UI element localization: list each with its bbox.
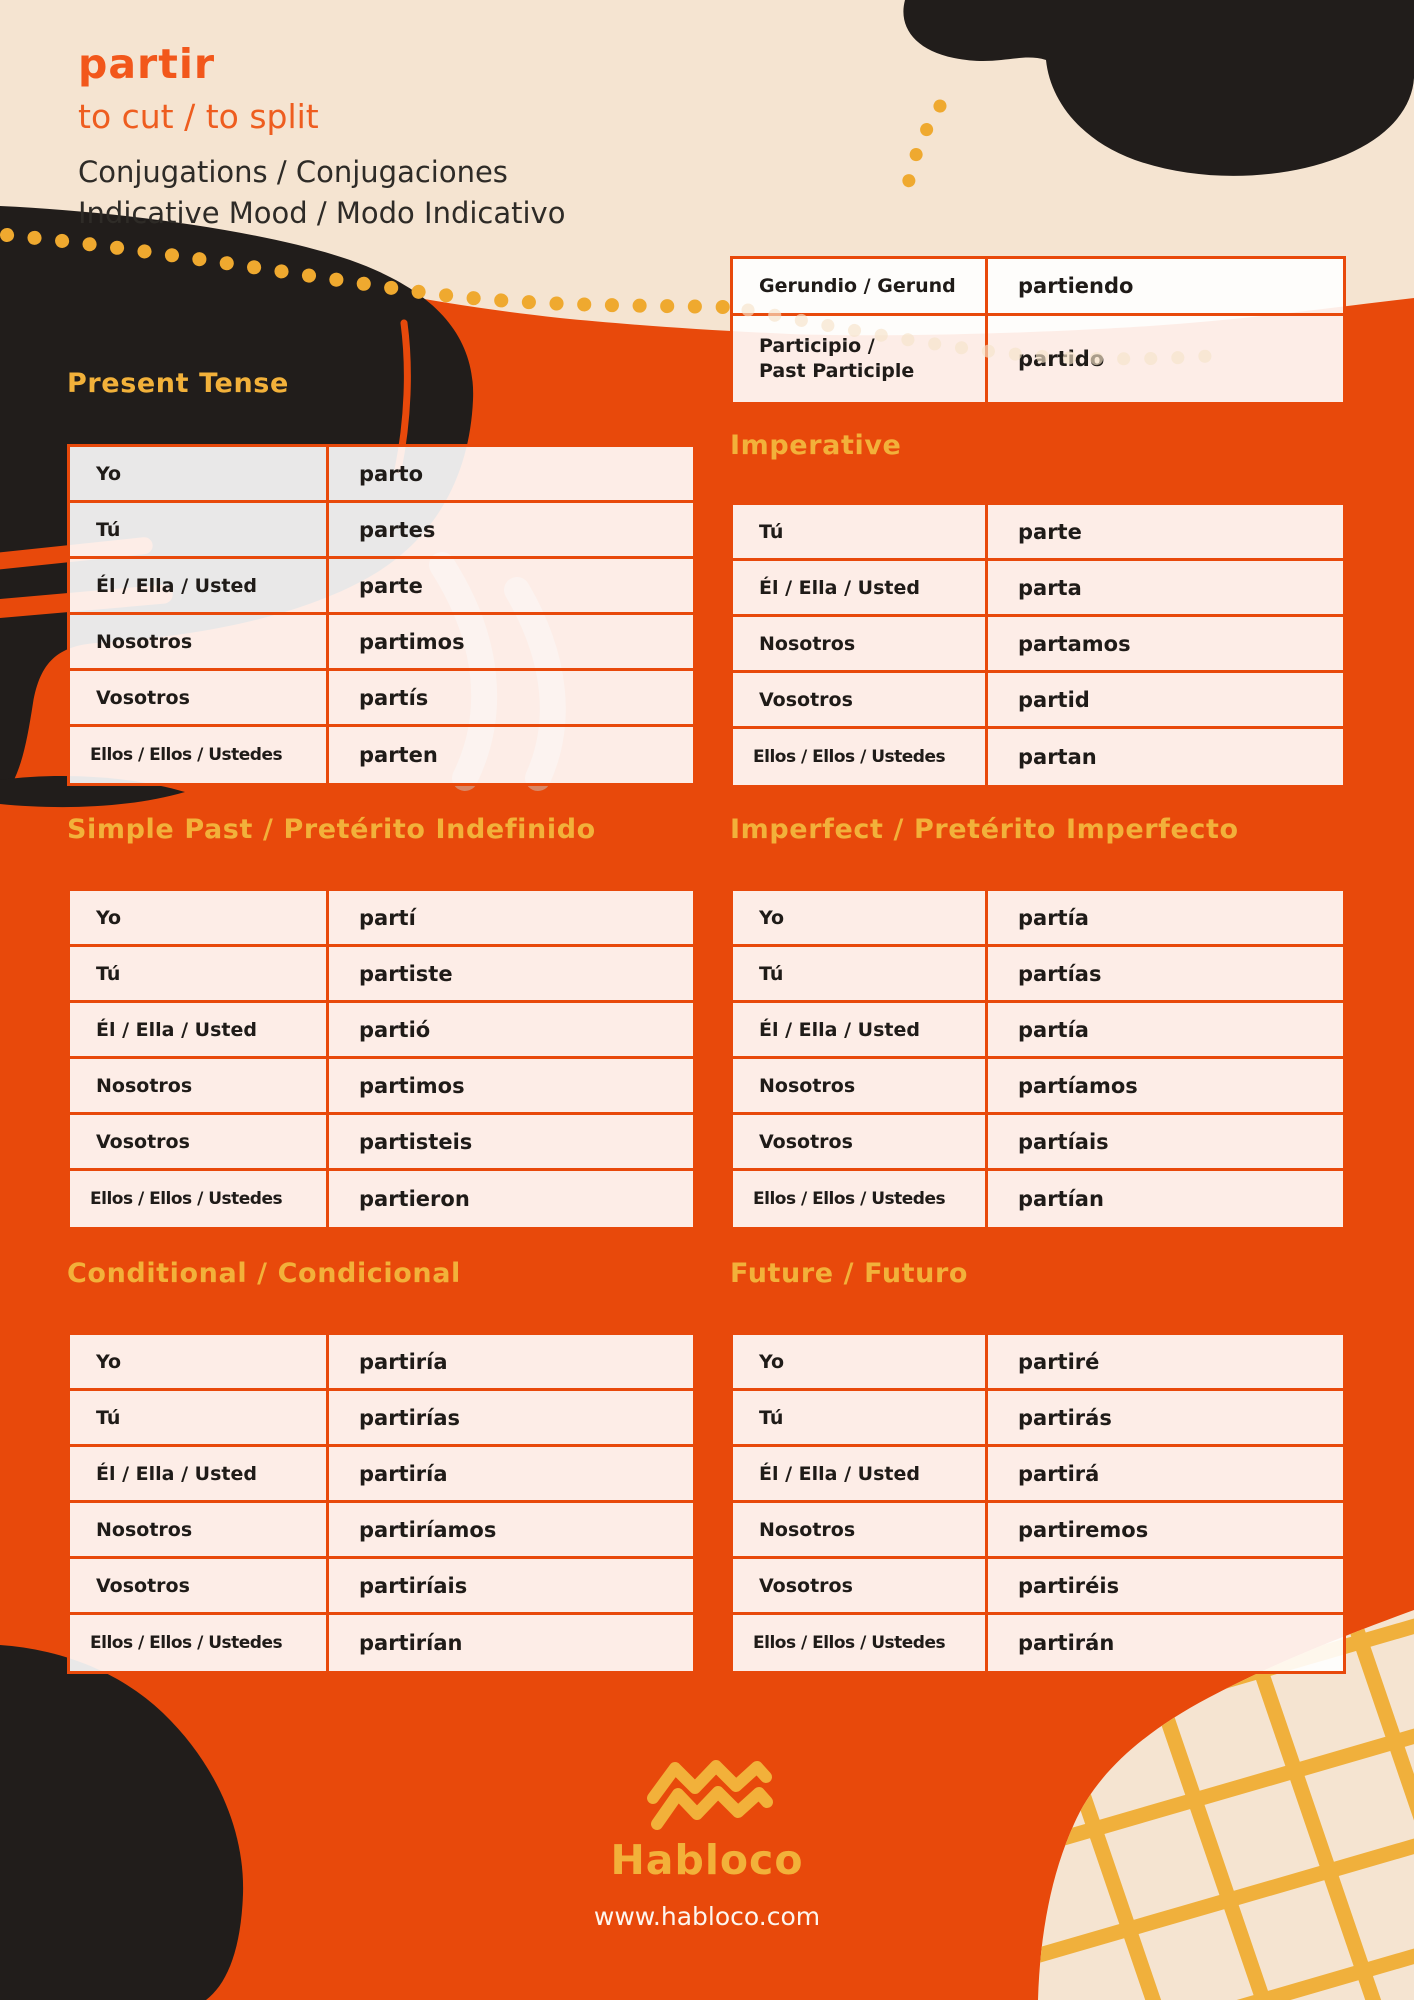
pronoun-cell: Vosotros	[733, 1115, 988, 1171]
pronoun-cell: Vosotros	[70, 1559, 329, 1615]
form-cell: partieron	[329, 1171, 693, 1227]
section-title-conditional: Conditional / Condicional	[67, 1258, 461, 1289]
form-cell: parta	[988, 561, 1343, 617]
pronoun-cell: Él / Ella / Usted	[70, 559, 329, 615]
pronoun-cell: Yo	[733, 1335, 988, 1391]
pronoun-cell: Yo	[70, 891, 329, 947]
form-cell: partirían	[329, 1615, 693, 1671]
form-cell: partís	[329, 671, 693, 727]
participle-label-line1: Participio /	[759, 335, 875, 357]
pronoun-cell: Nosotros	[70, 1503, 329, 1559]
form-cell: partía	[988, 891, 1343, 947]
form-cell: partíais	[988, 1115, 1343, 1171]
form-cell: partiremos	[988, 1503, 1343, 1559]
pronoun-cell: Tú	[70, 947, 329, 1003]
pronoun-cell: Tú	[733, 505, 988, 561]
pronoun-cell: Ellos / Ellos / Ustedes	[70, 1171, 329, 1227]
form-cell: parten	[329, 727, 693, 783]
gerund-value-cell: partiendo	[988, 259, 1343, 316]
form-cell: parte	[988, 505, 1343, 561]
pronoun-cell: Tú	[733, 1391, 988, 1447]
form-cell: partí	[329, 891, 693, 947]
form-cell: partamos	[988, 617, 1343, 673]
gerund-label-cell: Gerundio / Gerund	[733, 259, 988, 316]
form-cell: partimos	[329, 615, 693, 671]
participle-label-cell	[733, 316, 988, 402]
form-cell: parto	[329, 447, 693, 503]
pronoun-cell: Nosotros	[733, 1059, 988, 1115]
verb-title: partir	[78, 40, 216, 88]
form-cell: partíamos	[988, 1059, 1343, 1115]
pronoun-cell: Vosotros	[733, 673, 988, 729]
pronoun-cell: Vosotros	[733, 1559, 988, 1615]
form-cell: partiría	[329, 1335, 693, 1391]
pronoun-cell: Yo	[733, 891, 988, 947]
pronoun-cell: Nosotros	[733, 617, 988, 673]
section-title-imperative: Imperative	[730, 430, 902, 461]
pronoun-cell: Ellos / Ellos / Ustedes	[70, 1615, 329, 1671]
conditional-table	[67, 1332, 696, 1674]
pronoun-cell: Nosotros	[70, 1059, 329, 1115]
form-cell: partisteis	[329, 1115, 693, 1171]
section-title-future: Future / Futuro	[730, 1258, 969, 1289]
form-cell: partiré	[988, 1335, 1343, 1391]
participle-value-cell: partido	[988, 316, 1343, 402]
form-cell: partían	[988, 1171, 1343, 1227]
pronoun-cell: Tú	[70, 1391, 329, 1447]
habloco-waves-logo-icon	[617, 1756, 797, 1836]
brand-name: Habloco	[610, 1836, 804, 1884]
pronoun-cell: Ellos / Ellos / Ustedes	[70, 727, 329, 783]
participle-label-line2: Past Participle	[759, 360, 915, 382]
form-cell: partes	[329, 503, 693, 559]
pronoun-cell: Ellos / Ellos / Ustedes	[733, 1171, 988, 1227]
pronoun-cell: Nosotros	[70, 615, 329, 671]
pronoun-cell: Ellos / Ellos / Ustedes	[733, 729, 988, 785]
section-title-simple-past: Simple Past / Pretérito Indefinido	[67, 814, 596, 845]
form-cell: partid	[988, 673, 1343, 729]
form-cell: partió	[329, 1003, 693, 1059]
simple-past-table	[67, 888, 696, 1230]
form-cell: partía	[988, 1003, 1343, 1059]
imperfect-table	[730, 888, 1346, 1230]
website-url: www.habloco.com	[593, 1902, 821, 1931]
pronoun-cell: Vosotros	[70, 1115, 329, 1171]
pronoun-cell: Vosotros	[70, 671, 329, 727]
pronoun-cell: Ellos / Ellos / Ustedes	[733, 1615, 988, 1671]
form-cell: partirías	[329, 1391, 693, 1447]
pronoun-cell: Él / Ella / Usted	[733, 561, 988, 617]
imperative-table	[730, 502, 1346, 788]
form-cell: partan	[988, 729, 1343, 785]
form-cell: partimos	[329, 1059, 693, 1115]
pronoun-cell: Tú	[733, 947, 988, 1003]
form-cell: partiríamos	[329, 1503, 693, 1559]
form-cell: partías	[988, 947, 1343, 1003]
pronoun-cell: Yo	[70, 1335, 329, 1391]
subtitle-line2: Indicative Mood / Modo Indicativo	[78, 196, 566, 230]
form-cell: partiríais	[329, 1559, 693, 1615]
pronoun-cell: Nosotros	[733, 1503, 988, 1559]
verb-translation: to cut / to split	[78, 97, 319, 136]
pronoun-cell: Él / Ella / Usted	[733, 1003, 988, 1059]
future-table	[730, 1332, 1346, 1674]
pronoun-cell: Tú	[70, 503, 329, 559]
form-cell: parte	[329, 559, 693, 615]
gerund-participle-table	[730, 256, 1346, 405]
form-cell: partirás	[988, 1391, 1343, 1447]
subtitle	[78, 152, 565, 234]
form-cell: partiste	[329, 947, 693, 1003]
section-title-present-tense: Present Tense	[67, 368, 289, 399]
pronoun-cell: Yo	[70, 447, 329, 503]
form-cell: partirá	[988, 1447, 1343, 1503]
form-cell: partiría	[329, 1447, 693, 1503]
form-cell: partirán	[988, 1615, 1343, 1671]
pronoun-cell: Él / Ella / Usted	[70, 1447, 329, 1503]
pronoun-cell: Él / Ella / Usted	[70, 1003, 329, 1059]
present-tense-table	[67, 444, 696, 786]
section-title-imperfect: Imperfect / Pretérito Imperfecto	[730, 814, 1239, 845]
subtitle-line1: Conjugations / Conjugaciones	[78, 155, 508, 189]
form-cell: partiréis	[988, 1559, 1343, 1615]
pronoun-cell: Él / Ella / Usted	[733, 1447, 988, 1503]
